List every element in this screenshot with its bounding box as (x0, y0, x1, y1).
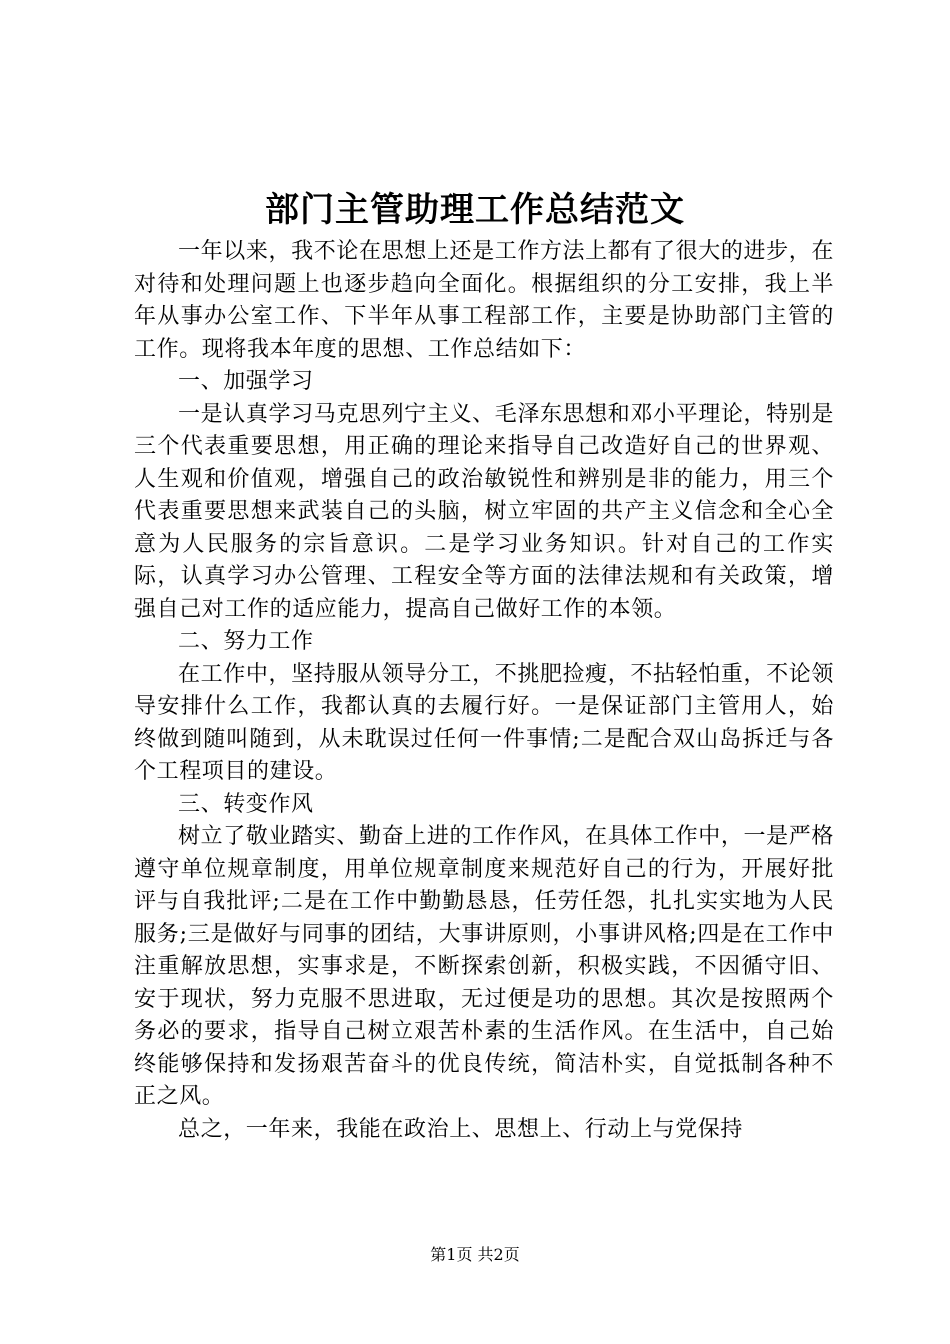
heading-section-1: 一、加强学习 (178, 369, 314, 394)
document-title: 部门主管助理工作总结范文 (265, 190, 685, 230)
paragraph-section-2: 在工作中，坚持服从领导分工，不挑肥捡瘦，不拈轻怕重，不论领导安排什么工作，我都认真的去履行好。一是保证部门主管用人，始终做到随叫随到，从未耽误过任何一件事情;二是配合双山岛拆迁与各个工程项目的建设。 (134, 661, 834, 784)
page-number-footer: 第1页 共2页 (430, 1245, 520, 1264)
heading-section-2: 二、努力工作 (178, 629, 314, 654)
document-body (134, 236, 834, 1146)
paragraph-section-1: 一是认真学习马克思列宁主义、毛泽东思想和邓小平理论，特别是三个代表重要思想，用正确的理论来指导自己改造好自己的世界观、人生观和价值观，增强自己的政治敏锐性和辨别是非的能力，用三个代表重要思想来武装自己的头脑，树立牢固的共产主义信念和全心全意为人民服务的宗旨意识。二是学习业务知识。针对自己的工作实际，认真学习办公管理、工程安全等方面的法律法规和有关政策，增强自己对工作的适应能力，提高自己做好工作的本领。 (134, 401, 834, 622)
paragraph-conclusion: 总之，一年来，我能在政治上、思想上、行动上与党保持 (178, 1116, 744, 1142)
paragraph-intro: 一年以来，我不论在思想上还是工作方法上都有了很大的进步，在对待和处理问题上也逐步趋向全面化。根据组织的分工安排，我上半年从事办公室工作、下半年从事工程部工作，主要是协助部门主管的工作。现将我本年度的思想、工作总结如下： (134, 239, 834, 362)
paragraph-section-3: 树立了敬业踏实、勤奋上进的工作作风，在具体工作中，一是严格遵守单位规章制度，用单位规章制度来规范好自己的行为，开展好批评与自我批评;二是在工作中勤勤恳恳，任劳任怨，扎扎实实地为人民服务;三是做好与同事的团结，大事讲原则，小事讲风格;四是在工作中注重解放思想，实事求是，不断探索创新，积极实践，不因循守旧、安于现状，努力克服不思进取，无过便是功的思想。其次是按照两个务必的要求，指导自己树立艰苦朴素的生活作风。在生活中，自己始终能够保持和发扬艰苦奋斗的优良传统，简洁朴实，自觉抵制各种不正之风。 (134, 824, 834, 1109)
heading-section-3: 三、转变作风 (178, 791, 314, 817)
